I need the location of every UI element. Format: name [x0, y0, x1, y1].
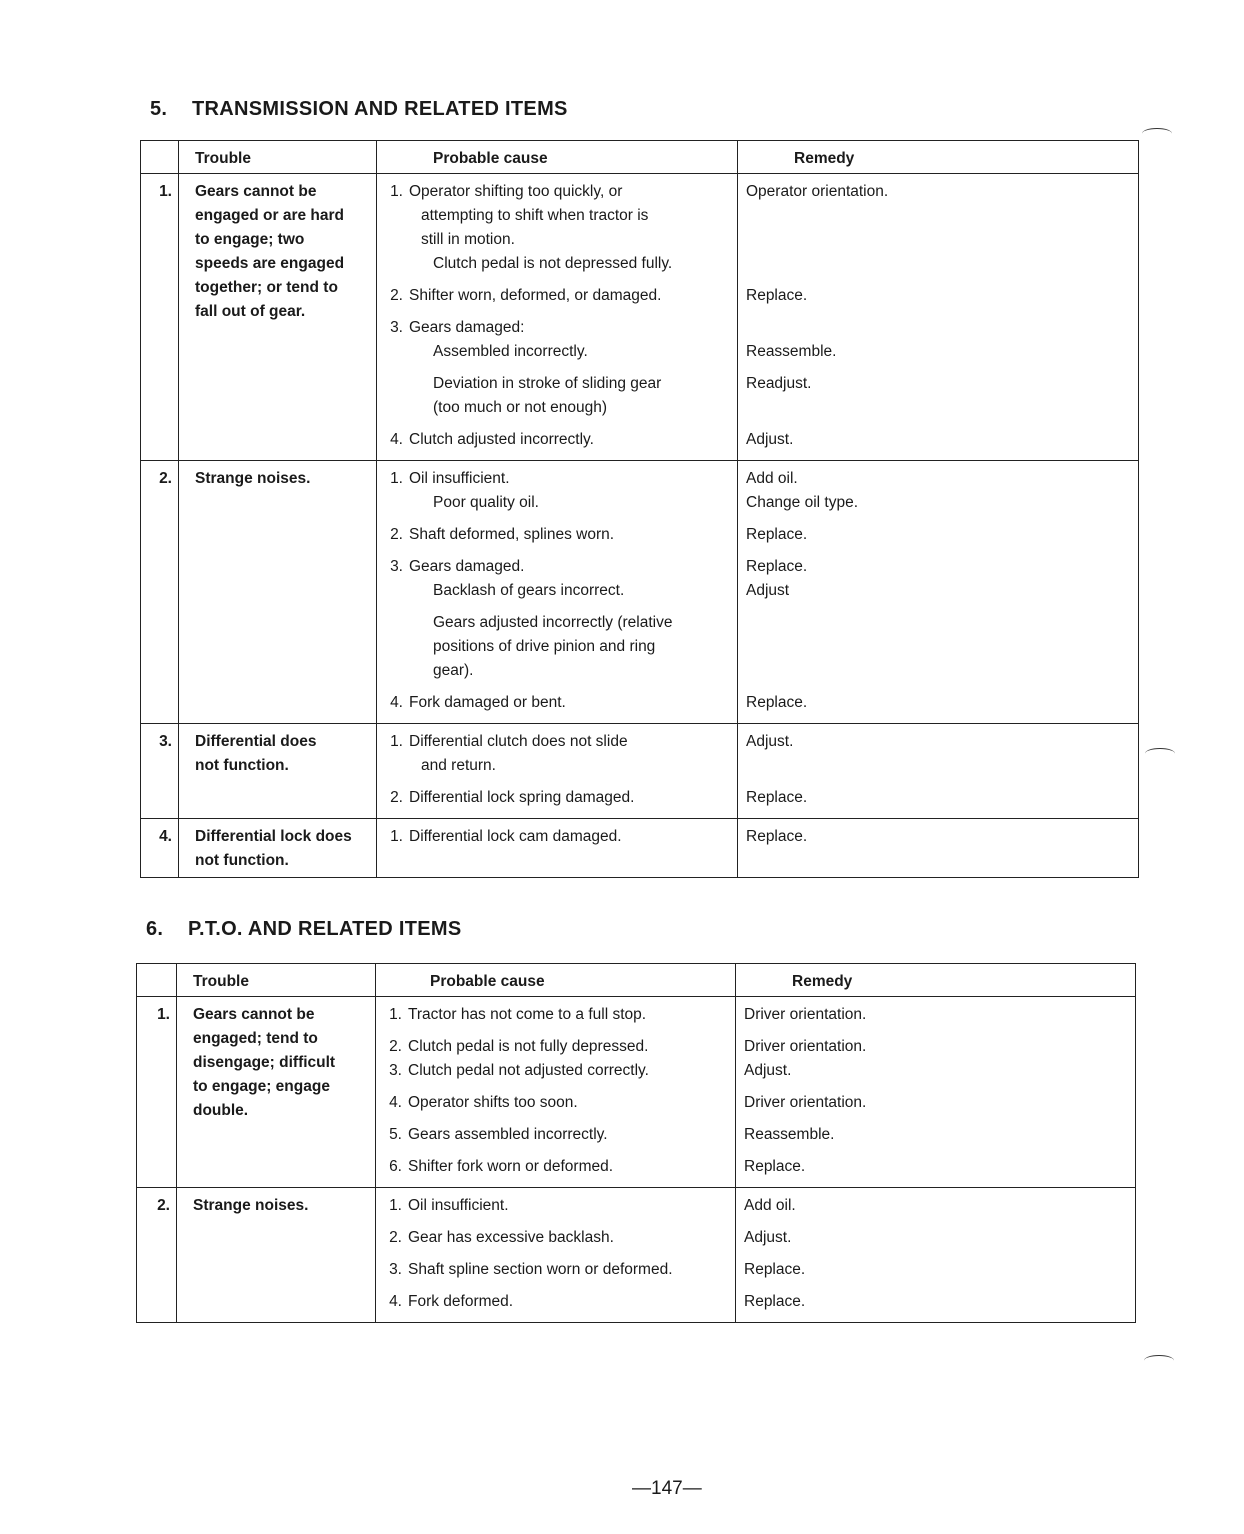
cause-text: Clutch pedal is not fully depressed. [408, 1038, 649, 1055]
remedies [738, 461, 1139, 724]
cause-number: 1. [390, 733, 403, 750]
cause-number: 4. [390, 694, 403, 711]
cause-text: Gears assembled incorrectly. [408, 1126, 608, 1143]
remedies [738, 174, 1139, 461]
section-6-number: 6. [146, 918, 164, 940]
cause-item [377, 730, 729, 778]
cause-number: 1. [389, 1197, 402, 1214]
remedy-text: Replace. [746, 694, 808, 711]
cause-item [376, 1003, 727, 1027]
remedy-text: Readjust. [746, 375, 812, 392]
cause-item [377, 786, 729, 810]
row-number: 2. [141, 461, 179, 724]
trouble-line: fall out of gear. [195, 303, 306, 320]
remedy-text: Driver orientation. [744, 1038, 867, 1055]
trouble-text [177, 997, 376, 1188]
section-5-title: TRANSMISSION AND RELATED ITEMS [192, 98, 568, 120]
remedy-text: Replace. [746, 828, 808, 845]
remedy-text: Replace. [744, 1261, 806, 1278]
cause-item [376, 1194, 727, 1218]
cause-number: 1. [389, 1006, 402, 1023]
cause-text: Tractor has not come to a full stop. [408, 1006, 647, 1023]
cause-text: Gear has excessive backlash. [408, 1229, 614, 1246]
cause-text: Operator shifts too soon. [408, 1094, 578, 1111]
row-number: 3. [141, 724, 179, 819]
trouble-line: Differential does [195, 733, 317, 750]
remedies [736, 1188, 1136, 1323]
remedies [738, 819, 1139, 878]
cause-subtext: Poor quality oil. [433, 494, 539, 511]
cause-number: 4. [390, 431, 403, 448]
remedy-text: Driver orientation. [744, 1006, 867, 1023]
cause-number: 3. [389, 1062, 402, 1079]
probable-causes [377, 461, 738, 724]
remedy-text: Change oil type. [746, 494, 859, 511]
trouble-line: not function. [195, 757, 289, 774]
trouble-line: not function. [195, 852, 289, 869]
scan-mark [1142, 128, 1172, 139]
table-row [137, 1188, 1136, 1323]
cause-item [377, 428, 729, 452]
cause-subtext: gear). [433, 662, 474, 679]
scan-mark [1145, 748, 1175, 759]
remedies [736, 997, 1136, 1188]
table-row [137, 997, 1136, 1188]
remedy-text: Reassemble. [746, 343, 837, 360]
table-row [141, 174, 1139, 461]
header-probable-cause: Probable cause [377, 141, 738, 174]
header-remedy: Remedy [738, 141, 1139, 174]
section-5-number: 5. [150, 98, 168, 120]
cause-number: 3. [390, 319, 403, 336]
cause-text: still in motion. [421, 231, 515, 248]
cause-subtext: Clutch pedal is not depressed fully. [433, 255, 673, 272]
trouble-line: to engage; two [195, 231, 305, 248]
remedy-text: Add oil. [746, 470, 798, 487]
remedy-text: Replace. [746, 558, 808, 575]
cause-number: 4. [389, 1293, 402, 1310]
remedy-text: Adjust. [744, 1062, 792, 1079]
cause-number: 4. [389, 1094, 402, 1111]
cause-item [377, 523, 729, 547]
cause-text: Shifter fork worn or deformed. [408, 1158, 614, 1175]
remedy-text: Driver orientation. [744, 1094, 867, 1111]
trouble-line: together; or tend to [195, 279, 338, 296]
table-header-row [137, 964, 1136, 997]
section-6-title: P.T.O. AND RELATED ITEMS [188, 918, 462, 940]
cause-text: Gears damaged: [409, 319, 525, 336]
probable-causes [376, 997, 736, 1188]
pto-trouble-table [136, 963, 1136, 1323]
cause-text: Shaft deformed, splines worn. [409, 526, 615, 543]
cause-text: attempting to shift when tractor is [421, 207, 649, 224]
header-trouble: Trouble [177, 964, 376, 997]
cause-number: 3. [390, 558, 403, 575]
cause-text: Gears damaged. [409, 558, 525, 575]
cause-item [377, 825, 729, 849]
trouble-text [177, 1188, 376, 1323]
trouble-line: engaged; tend to [193, 1030, 318, 1047]
cause-item [376, 1059, 727, 1083]
probable-causes [377, 724, 738, 819]
trouble-line: disengage; difficult [193, 1054, 336, 1071]
cause-number: 3. [389, 1261, 402, 1278]
cause-text: Clutch pedal not adjusted correctly. [408, 1062, 649, 1079]
scan-mark [1144, 1355, 1174, 1366]
cause-text: Shaft spline section worn or deformed. [408, 1261, 673, 1278]
cause-item [377, 316, 729, 420]
remedy-text: Adjust. [746, 431, 794, 448]
row-number: 2. [137, 1188, 177, 1323]
header-number [137, 964, 177, 997]
cause-text: Oil insufficient. [409, 470, 510, 487]
cause-number: 2. [390, 526, 403, 543]
cause-text: Differential lock cam damaged. [409, 828, 622, 845]
trouble-text [179, 461, 377, 724]
cause-subtext: Gears adjusted incorrectly (relative [433, 614, 673, 631]
cause-number: 6. [389, 1158, 402, 1175]
cause-number: 1. [390, 828, 403, 845]
cause-text: Differential lock spring damaged. [409, 789, 635, 806]
cause-number: 2. [390, 789, 403, 806]
cause-subtext: (too much or not enough) [433, 399, 608, 416]
cause-subtext: positions of drive pinion and ring [433, 638, 656, 655]
remedy-text: Adjust [746, 582, 790, 599]
cause-item [377, 555, 729, 683]
cause-text: Differential clutch does not slide [409, 733, 628, 750]
trouble-line: to engage; engage [193, 1078, 330, 1095]
cause-item [376, 1123, 727, 1147]
transmission-trouble-table [140, 140, 1139, 878]
header-number [141, 141, 179, 174]
probable-causes [377, 174, 738, 461]
section-6-heading [146, 918, 462, 941]
remedy-text: Replace. [746, 789, 808, 806]
cause-item [376, 1290, 727, 1314]
cause-number: 1. [390, 183, 403, 200]
cause-text: Operator shifting too quickly, or [409, 183, 623, 200]
cause-subtext: Backlash of gears incorrect. [433, 582, 625, 599]
cause-item [377, 691, 729, 715]
table-row [141, 724, 1139, 819]
trouble-line: engaged or are hard [195, 207, 345, 224]
trouble-line: Strange noises. [195, 470, 311, 487]
trouble-line: double. [193, 1102, 249, 1119]
trouble-line: speeds are engaged [195, 255, 345, 272]
cause-item [376, 1226, 727, 1250]
cause-subtext: Deviation in stroke of sliding gear [433, 375, 662, 392]
cause-text: Fork deformed. [408, 1293, 514, 1310]
cause-item [377, 284, 729, 308]
remedy-text: Adjust. [744, 1229, 792, 1246]
remedy-text: Replace. [744, 1158, 806, 1175]
trouble-line: Differential lock does [195, 828, 352, 845]
cause-text: Clutch adjusted incorrectly. [409, 431, 594, 448]
remedy-text: Replace. [746, 526, 808, 543]
table-row [141, 819, 1139, 878]
table-header-row [141, 141, 1139, 174]
remedy-text: Replace. [746, 287, 808, 304]
cause-number: 2. [390, 287, 403, 304]
page-number: —147— [632, 1478, 702, 1499]
cause-item [376, 1155, 727, 1179]
remedies [738, 724, 1139, 819]
cause-text: and return. [421, 757, 496, 774]
remedy-text: Reassemble. [744, 1126, 835, 1143]
cause-number: 2. [389, 1038, 402, 1055]
header-remedy: Remedy [736, 964, 1136, 997]
header-probable-cause: Probable cause [376, 964, 736, 997]
remedy-text: Add oil. [744, 1197, 796, 1214]
cause-subtext: Assembled incorrectly. [433, 343, 588, 360]
probable-causes [376, 1188, 736, 1323]
row-number: 4. [141, 819, 179, 878]
remedy-text: Operator orientation. [746, 183, 889, 200]
header-trouble: Trouble [179, 141, 377, 174]
probable-causes [377, 819, 738, 878]
trouble-text [179, 174, 377, 461]
trouble-line: Gears cannot be [195, 183, 317, 200]
cause-item [377, 467, 729, 515]
cause-item [376, 1258, 727, 1282]
cause-text: Oil insufficient. [408, 1197, 509, 1214]
cause-number: 2. [389, 1229, 402, 1246]
trouble-line: Gears cannot be [193, 1006, 315, 1023]
cause-item [376, 1091, 727, 1115]
row-number: 1. [141, 174, 179, 461]
trouble-text [179, 724, 377, 819]
cause-number: 5. [389, 1126, 402, 1143]
remedy-text: Adjust. [746, 733, 794, 750]
cause-item [376, 1035, 727, 1059]
row-number: 1. [137, 997, 177, 1188]
cause-item [377, 180, 729, 276]
cause-number: 1. [390, 470, 403, 487]
section-5-heading [150, 98, 568, 121]
cause-text: Fork damaged or bent. [409, 694, 566, 711]
table-row [141, 461, 1139, 724]
cause-text: Shifter worn, deformed, or damaged. [409, 287, 662, 304]
trouble-text [179, 819, 377, 878]
trouble-line: Strange noises. [193, 1197, 309, 1214]
remedy-text: Replace. [744, 1293, 806, 1310]
